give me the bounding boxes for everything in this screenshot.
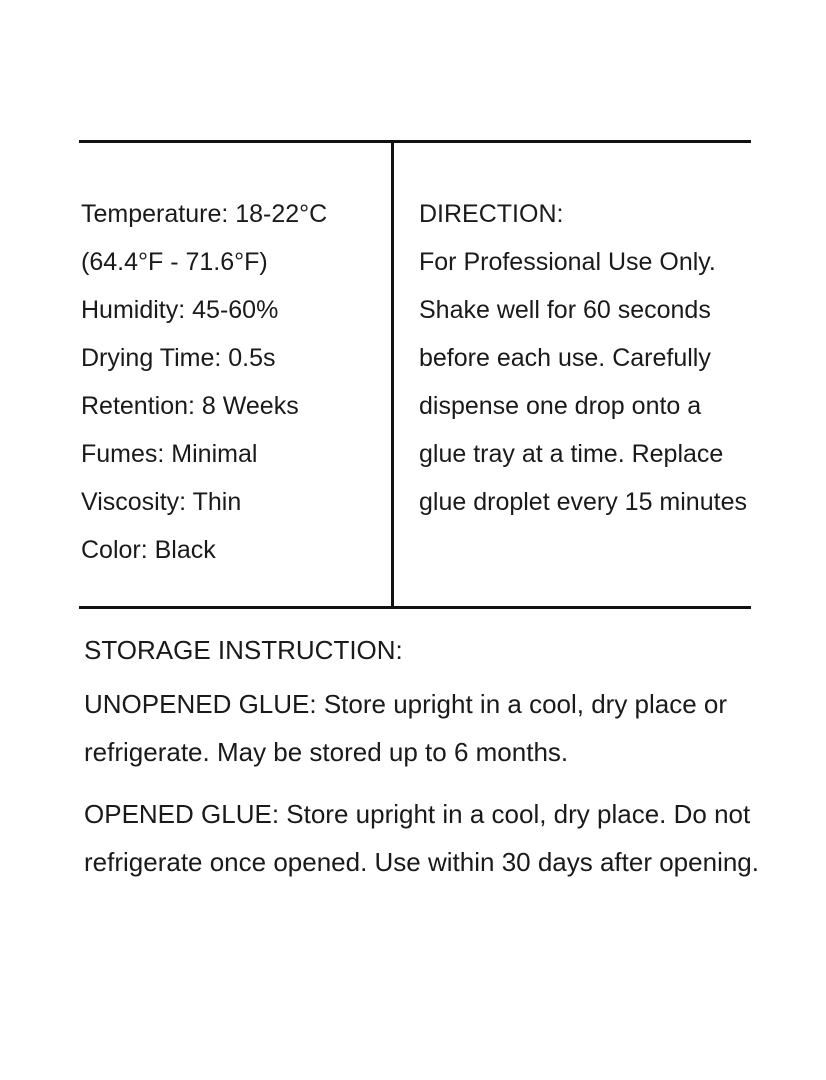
spec-temperature-fahrenheit: (64.4°F - 71.6°F) [81, 248, 268, 276]
unopened-glue-label: UNOPENED GLUE: [84, 689, 317, 719]
opened-glue-instruction [84, 790, 764, 886]
spec-temperature: Temperature: 18-22°C [81, 200, 328, 228]
storage-section [84, 628, 764, 886]
top-divider [79, 140, 751, 143]
spec-retention: Retention: 8 Weeks [81, 392, 299, 420]
spec-list [81, 190, 386, 574]
direction-section [419, 190, 754, 526]
spec-fumes: Fumes: Minimal [81, 440, 258, 468]
opened-glue-text: Store upright in a cool, dry place. Do not refrigerate once opened. Use within 30 days after opening. [84, 799, 759, 877]
spec-humidity: Humidity: 45-60% [81, 296, 279, 324]
direction-title: DIRECTION: [419, 200, 564, 228]
unopened-glue-instruction [84, 680, 764, 776]
spec-drying-time: Drying Time: 0.5s [81, 344, 276, 372]
spec-color: Color: Black [81, 536, 216, 564]
storage-title: STORAGE INSTRUCTION: [84, 635, 403, 665]
unopened-glue-text: Store upright in a cool, dry place or refrigerate. May be stored up to 6 months. [84, 689, 728, 767]
bottom-divider [79, 606, 751, 609]
spec-viscosity: Viscosity: Thin [81, 488, 242, 516]
column-divider [391, 140, 394, 609]
direction-body: For Professional Use Only. Shake well for 60 seconds before each use. Carefully dispense one drop onto a glue tray at a time. Replace glue droplet every 15 minutes [419, 248, 747, 516]
opened-glue-label: OPENED GLUE: [84, 799, 280, 829]
